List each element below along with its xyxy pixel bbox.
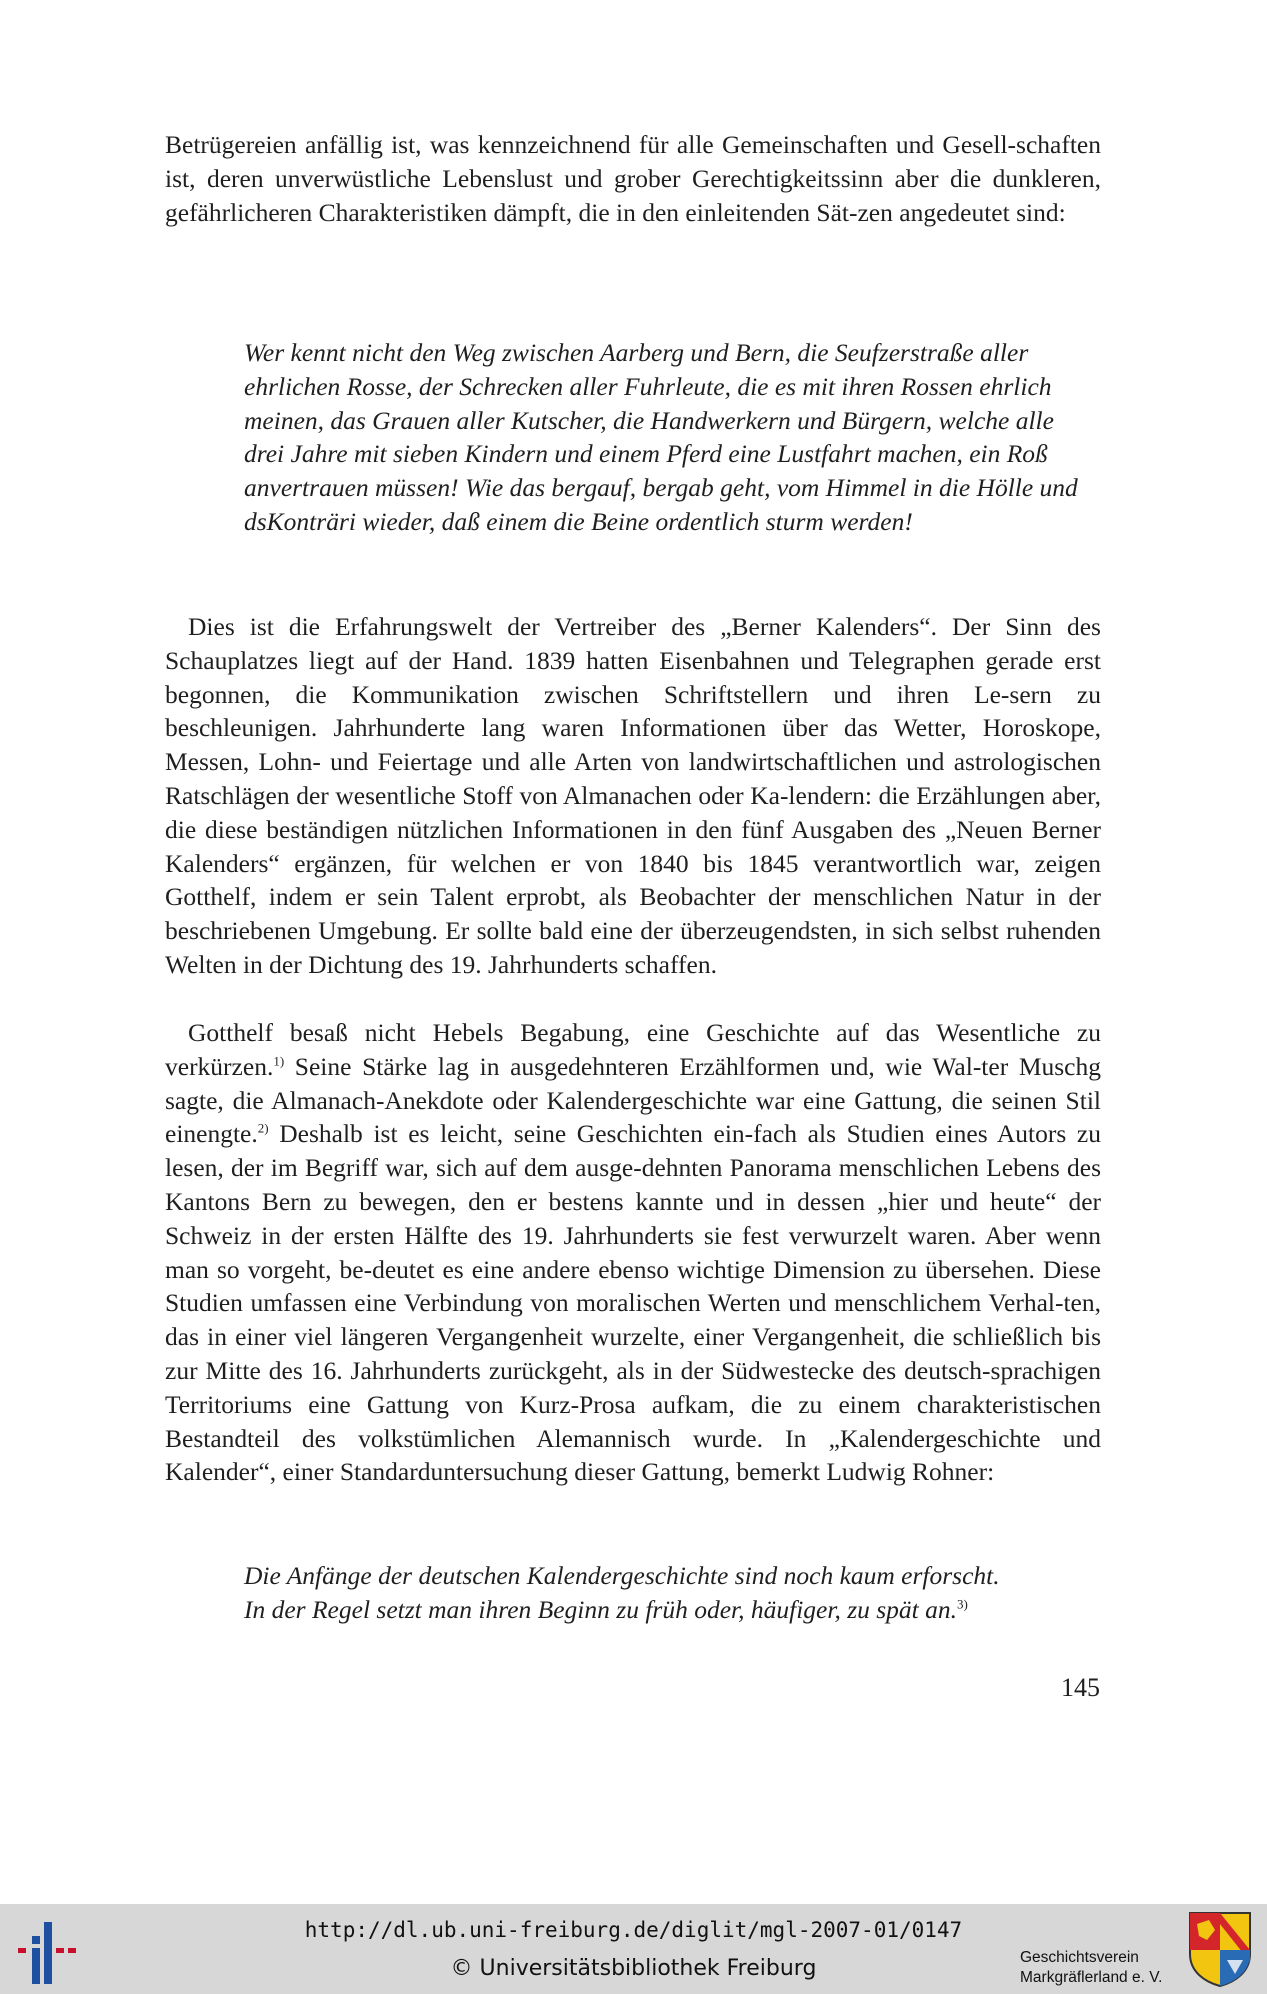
quote2-line-1: Die Anfänge der deutschen Kalendergeschichte sind noch kaum erforscht. [244, 1561, 1000, 1590]
footnote-ref-1[interactable]: 1) [273, 1053, 285, 1069]
society-line-1: Geschichtsverein [1020, 1949, 1139, 1966]
page-number: 145 [1061, 1673, 1100, 1702]
para3-part-a: Gotthelf besaß nicht Hebels Begabung, eine Geschichte auf das Wesentliche zu verkürzen. [165, 1018, 1101, 1081]
body-paragraph-2: Dies ist die Erfahrungswelt der Vertreiber des „Berner Kalenders“. Der Sinn des Schauplatzes liegt auf der Hand. 1839 hatten Eisenbahnen und Telegraphen gerade erst begonnen, die Kommunikation zwischen Schriftstellern und ihren Le-sern zu beschleunigen. Jahrhunderte lang waren Informationen über das Wetter, Horoskope, Messen, Lohn- und Feiertage und alle Arten von landwirtschaftlichen und astrologischen Ratschlägen der wesentliche Stoff von Almanachen oder Ka-lendern: die Erzählungen aber, die diese beständigen nützlichen Informationen in den fünf Ausgaben des „Neuen Berner Kalenders“ ergänzen, für welchen er von 1840 bis 1845 verantwortlich war, zeigen Gotthelf, indem er sein Talent erprobt, als Beobachter der menschlichen Natur in der beschriebenen Umgebung. Er sollte bald eine der überzeugendsten, in sich selbst ruhenden Welten in der Dichtung des 19. Jahrhunderts schaffen. [165, 612, 1101, 979]
footnote-ref-2[interactable]: 2) [257, 1120, 269, 1136]
footnote-ref-3[interactable]: 3) [957, 1596, 968, 1612]
block-quote-2 [244, 1559, 1094, 1627]
body-paragraph-1: Betrügereien anfällig ist, was kennzeichnend für alle Gemeinschaften und Gesell-schaften ist, deren unverwüstliche Lebenslust und grober Gerechtigkeitssinn aber die dunkleren, gefährlicheren Charakteristiken dämpft, die in den einleitenden Sät-zen angedeutet sind: [165, 130, 1101, 227]
society-crest-icon [1187, 1910, 1253, 1988]
block-quote-1: Wer kennt nicht den Weg zwischen Aarberg und Bern, die Seufzerstraße aller ehrlichen Rosse, der Schrecken aller Fuhrleute, die es mit ihren Rossen ehrlich meinen, das Grauen aller Kutscher, die Handwerkern und Bürgern, welche alle drei Jahre mit sieben Kindern und einem Pferd eine Lustfahrt machen, ein Roß anvertrauen müssen! Wie das bergauf, bergab geht, vom Himmel in die Hölle und dsKonträri wieder, daß einem die Beine ordentlich sturm werden! [244, 338, 1078, 536]
body-paragraph-3 [165, 1016, 1101, 1489]
quote2-line-2: In der Regel setzt man ihren Beginn zu früh oder, häufiger, zu spät an. [244, 1594, 958, 1624]
para3-part-b: Seine Stärke lag in ausgedehnteren Erzählformen und, wie Wal-ter Muschg sagte, die Almanach-Anekdote oder Kalendergeschichte war eine Gattung, die seinen Stil einengte. [165, 1051, 1101, 1149]
para3-part-c: Deshalb ist es leicht, seine Geschichten ein-fach als Studien eines Autors zu lesen, der im Begriff war, sich auf dem ausge-dehnten Panorama menschlichen Lebens des Kantons Bern zu bewegen, den er bestens kannte und in dessen „hier und heute“ der Schweiz in der ersten Hälfte des 19. Jahrhunderts sie fest verwurzelt waren. Aber wenn man so vorgeht, be-deutet es eine andere ebenso wichtige Dimension zu übersehen. Diese Studien umfassen eine Verbindung von moralischen Werten und menschlichem Verhal-ten, das in einer viel längeren Vergangenheit wurzelte, einer Vergangenheit, die schließlich bis zur Mitte des 16. Jahrhunderts zurückgeht, als in der Südwestecke des deutsch-sprachigen Territoriums eine Gattung von Kurz-Prosa aufkam, die zu einem charakteristischen Bestandteil des volkstümlichen Alemannisch wurde. In „Kalendergeschichte und Kalender“, einer Standarduntersuchung dieser Gattung, bemerkt Ludwig Rohner: [165, 1119, 1101, 1487]
copyright-notice: © Universitätsbibliothek Freiburg [450, 1956, 817, 1981]
society-name [1020, 1948, 1180, 1988]
ub-freiburg-logo-icon [14, 1912, 80, 1986]
source-url-link[interactable]: http://dl.ub.uni-freiburg.de/diglit/mgl-2007-01/0147 [304, 1918, 963, 1942]
society-line-2: Markgräflerland e. V. [1020, 1969, 1163, 1986]
